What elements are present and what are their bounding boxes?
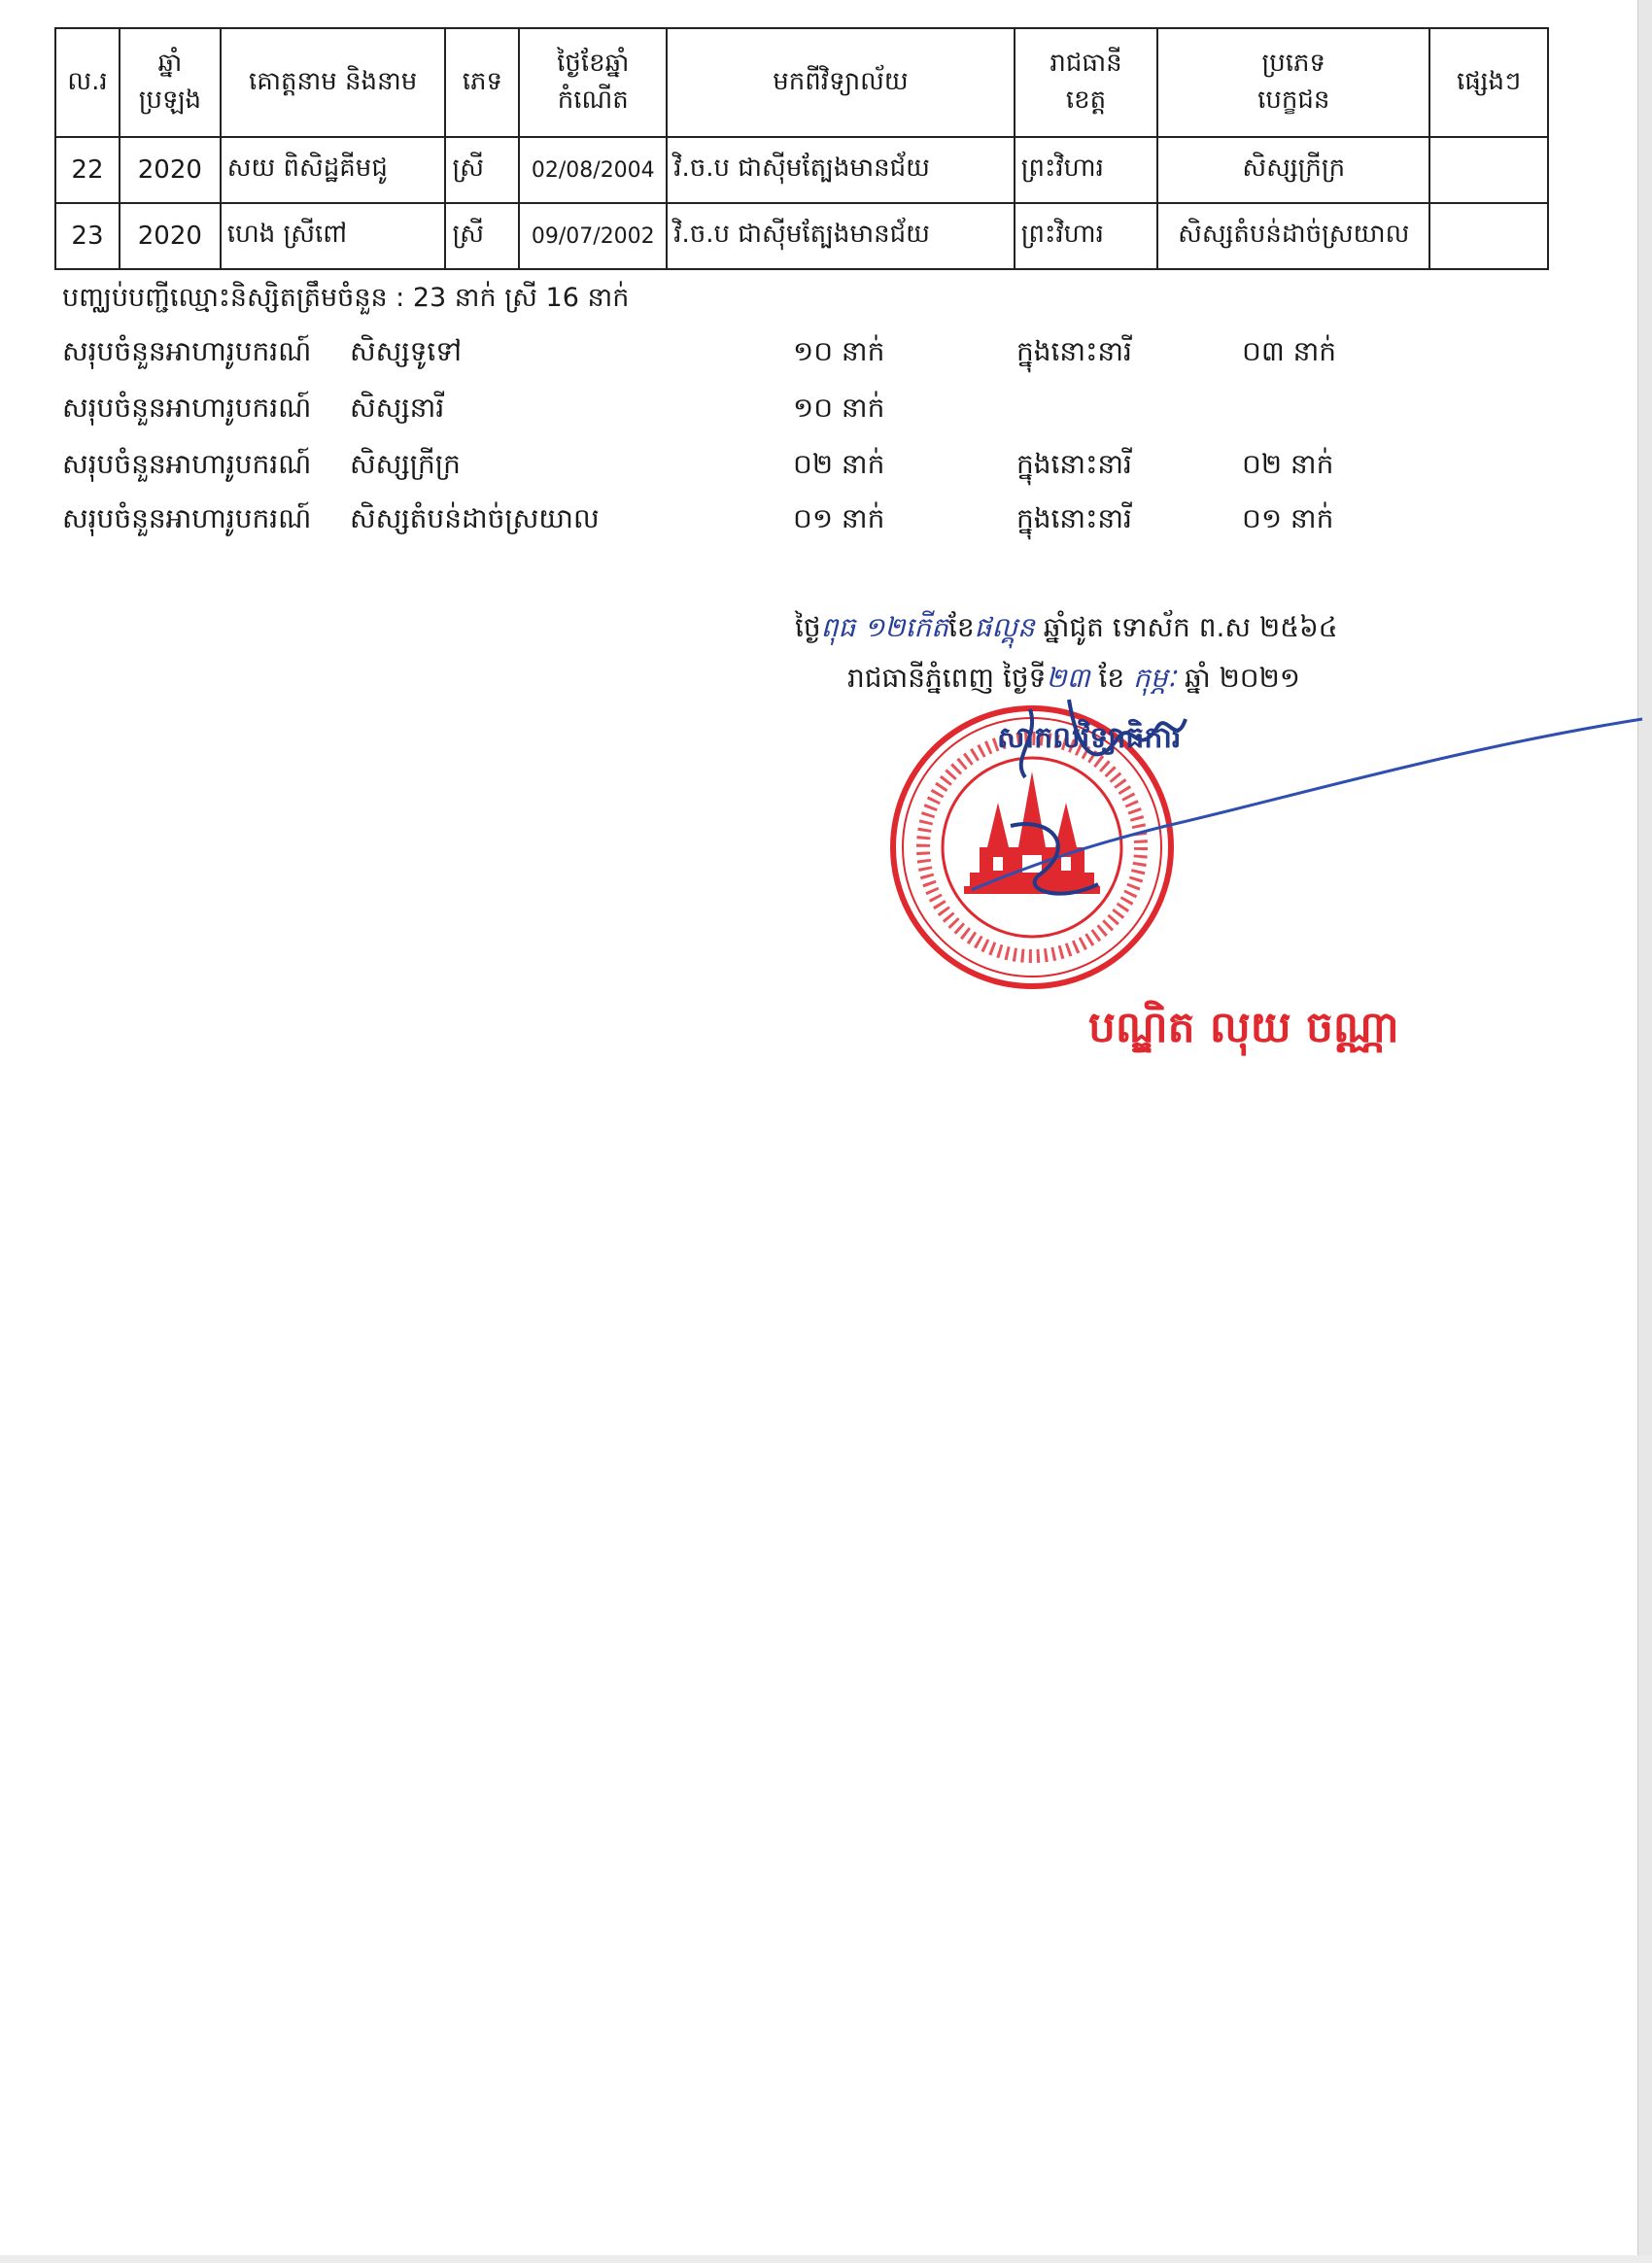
- cell-dob: 02/08/2004: [519, 137, 667, 203]
- cell-no: 23: [55, 203, 120, 269]
- summary-count: ១០ នាក់: [793, 335, 885, 367]
- header-full-name: គោត្តនាម និងនាម: [221, 28, 446, 137]
- cell-year: 2020: [120, 137, 221, 203]
- summary-label: សរុបចំនួនអាហារូបករណ៍: [62, 335, 312, 367]
- table-row: [55, 137, 1548, 203]
- handwritten-solar-month: កុម្ភៈ: [1133, 662, 1177, 694]
- handwritten-solar-day: ២៣: [1046, 662, 1090, 694]
- summary-category: សិស្សក្រីក្រ: [350, 448, 461, 480]
- summary-female-count: ០៣ នាក់: [1242, 335, 1337, 367]
- summary-category: សិស្សនារី: [350, 392, 445, 424]
- summary-count: ០២ នាក់: [793, 448, 885, 480]
- cell-name: សយ ពិសិដ្ឋគីមជូ: [221, 137, 446, 203]
- cell-type: សិស្សក្រីក្រ: [1157, 137, 1429, 203]
- summary-category: សិស្សតំបន់ដាច់ស្រយាល: [350, 502, 600, 534]
- summary-female-label: ក្នុងនោះនារី: [1016, 502, 1132, 534]
- summary-label: សរុបចំនួនអាហារូបករណ៍: [62, 448, 312, 480]
- table-header-row: [55, 28, 1548, 137]
- summary-female-count: ០២ នាក់: [1242, 448, 1334, 480]
- scholarship-roster-table: [54, 27, 1549, 270]
- summary-count: ១០ នាក់: [793, 392, 885, 424]
- summary-row-female: [62, 391, 1423, 433]
- handwritten-lunar-day: ពុធ ១២កើត: [820, 611, 948, 643]
- summary-row-poor: [62, 447, 1423, 490]
- cell-school: វិ.ច.ប ជាស៊ីមត្បែងមានជ័យ: [667, 137, 1014, 203]
- scan-edge-right: [1637, 0, 1652, 2263]
- header-other: ផ្សេងៗ: [1429, 28, 1548, 137]
- header-date-of-birth: ថ្ងៃខែឆ្នាំ កំណើត: [519, 28, 667, 137]
- summary-female-count: ០១ នាក់: [1242, 502, 1334, 534]
- cell-type: សិស្សតំបន់ដាច់ស្រយាល: [1157, 203, 1429, 269]
- summary-row-remote: [62, 501, 1423, 544]
- cell-other: [1429, 137, 1548, 203]
- summary-label: សរុបចំនួនអាហារូបករណ៍: [62, 392, 312, 424]
- lunar-date-line: ថ្ងៃពុធ ១២កើតខែផល្គុន ឆ្នាំជូត ទោស័ក ព.ស ២៥៦៤: [795, 611, 1338, 643]
- summary-count: ០១ នាក់: [793, 502, 885, 534]
- summary-female-label: ក្នុងនោះនារី: [1016, 335, 1132, 367]
- cell-no: 22: [55, 137, 120, 203]
- header-no: ល.រ: [55, 28, 120, 137]
- cell-school: វិ.ច.ប ជាស៊ីមត្បែងមានជ័យ: [667, 203, 1014, 269]
- header-sex: ភេទ: [445, 28, 519, 137]
- cell-sex: ស្រី: [445, 203, 519, 269]
- cell-name: ហេង ស្រីពៅ: [221, 203, 446, 269]
- cell-other: [1429, 203, 1548, 269]
- header-province: រាជធានី ខេត្ត: [1015, 28, 1158, 137]
- summary-label: សរុបចំនួនអាហារូបករណ៍: [62, 502, 312, 534]
- handwritten-signature-icon: [972, 680, 1652, 933]
- table-row: [55, 203, 1548, 269]
- summary-female-label: ក្នុងនោះនារី: [1016, 448, 1132, 480]
- list-closing-note: បញ្ឈប់បញ្ជីឈ្មោះនិស្សិតត្រឹមចំនួន : 23 នាក់ ស្រី 16 នាក់: [62, 283, 630, 313]
- summary-category: សិស្សទូទៅ: [350, 335, 462, 367]
- cell-province: ព្រះវិហារ: [1015, 137, 1158, 203]
- scan-edge-bottom: [0, 2255, 1652, 2263]
- header-candidate-type: ប្រភេទ បេក្ខជន: [1157, 28, 1429, 137]
- handwritten-lunar-month: ផល្គុន: [974, 611, 1035, 643]
- cell-year: 2020: [120, 203, 221, 269]
- solar-date-line: រាជធានីភ្នំពេញ ថ្ងៃទី២៣ ខែ កុម្ភៈ ឆ្នាំ ២០២១: [847, 662, 1300, 694]
- cell-province: ព្រះវិហារ: [1015, 203, 1158, 269]
- header-exam-year: ឆ្នាំ ប្រឡង: [120, 28, 221, 137]
- cell-dob: 09/07/2002: [519, 203, 667, 269]
- summary-row-general: [62, 334, 1423, 377]
- header-school: មកពីវិទ្យាល័យ: [667, 28, 1014, 137]
- cell-sex: ស្រី: [445, 137, 519, 203]
- signer-name: បណ្ឌិត លុយ ចណ្ណា: [1088, 1003, 1399, 1052]
- position-title: សាកលវិទ្យាធិការ: [997, 721, 1182, 755]
